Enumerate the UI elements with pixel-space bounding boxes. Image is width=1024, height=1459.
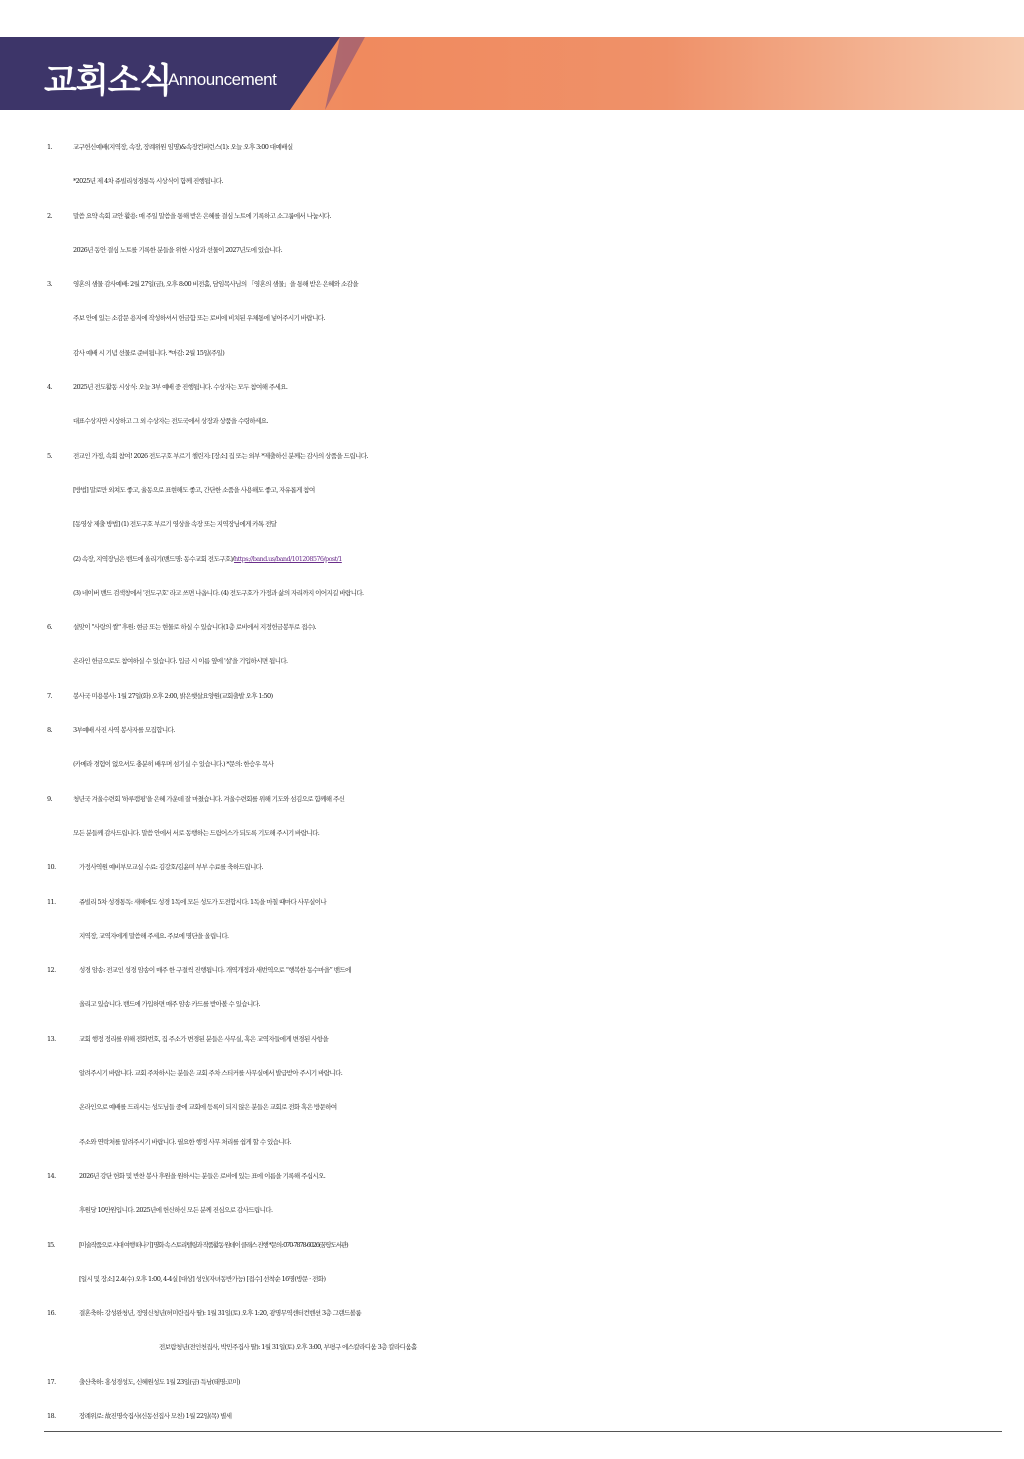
announcement-item-10 (0, 850, 1024, 884)
item-number: 7. (47, 691, 53, 700)
announcement-item-13 (0, 1022, 1024, 1159)
item-text: *2025년 제 4차 쥬빌리성경통독 시상식이 함께 진행됩니다. (73, 177, 223, 186)
item-text: (2) 속장, 지역장님은 밴드에 올리기(밴드명: 동수교회 전도구호)/ (73, 554, 235, 563)
item-text: 봉사국 미용봉사: 1월 27일(화) 오후 2:00, 밝은햇살요양원(교회출발 오후 1:50) (73, 691, 273, 700)
item-number: 11. (47, 897, 56, 906)
announcement-item-4 (0, 370, 1024, 439)
item-text: [일시 및 장소] 2.4(수) 오후 1:00, 4-4실 [대상] 성인(자녀동반가능) [접수] 선착순 16명(방문 · 전화) (79, 1274, 326, 1283)
item-number: 5. (47, 451, 53, 460)
announcement-item-8 (0, 713, 1024, 782)
item-text: [동영상 제출 방법] (1) 전도구호 부르기 영상을 속장 또는 지역장님에게 카톡 전달 (73, 520, 277, 529)
item-text: 온라인 헌금으로도 참여하실 수 있습니다. 입금 시 이름 옆에 '설'을 기입하시면 됩니다. (73, 657, 288, 666)
item-text: 대표수상자만 시상하고 그 외 수상자는 전도국에서 상장과 상품을 수령하세요. (73, 417, 268, 426)
announcement-item-3 (0, 267, 1024, 370)
announcement-item-12 (0, 953, 1024, 1022)
item-number: 4. (47, 383, 53, 392)
item-text: 온라인으로 예배를 드리시는 성도님들 중에 교회에 등록이 되지 않은 분들은 교회로 전화 혹은 방문하여 (79, 1103, 337, 1112)
header-banner (0, 37, 1024, 110)
band-link[interactable]: https://band.us/band/101208576/post/1 (234, 554, 342, 563)
announcement-item-15 (0, 1228, 1024, 1297)
bottom-divider (44, 1431, 1002, 1432)
item-text: 후원당 10만원입니다. 2025년에 헌신하신 모든 분께 진심으로 감사드립니다. (79, 1206, 273, 1215)
item-number: 8. (47, 726, 53, 735)
item-text: 청년국 겨울수련회 '하루캠핑'을 은혜 가운데 잘 마쳤습니다. 겨울수련회를 위해 기도와 섬김으로 함께해 주신 (73, 794, 345, 803)
announcement-item-2 (0, 199, 1024, 268)
item-text: 가정사역원 예비부모교실 수료: 김강호/김윤미 부부 수료를 축하드립니다. (79, 863, 263, 872)
announcement-item-9 (0, 782, 1024, 851)
announcement-item-1 (0, 130, 1024, 199)
item-text: (3) 네이버 밴드 검색창에서 '전도구호' 라고 쓰면 나옵니다. (4) 전도구호가 가정과 삶의 자리까지 이어지길 바랍니다. (73, 588, 364, 597)
item-text: 올리고 있습니다. 밴드에 가입하면 매주 암송 카드를 받아볼 수 있습니다. (79, 1000, 260, 1009)
item-text: 2026년 동안 결심 노트를 기록한 분들을 위한 시상과 선물이 2027년도에 있습니다. (73, 245, 283, 254)
item-number: 9. (47, 794, 53, 803)
item-number: 2. (47, 211, 53, 220)
item-text: 결혼축하: 강성완청년, 정영신청년(허미란집사 딸): 1월 31일(토) 오후 1:20, 광명무역센터컨벤션 3층 그랜드볼룸 (79, 1309, 362, 1318)
item-number: 15. (47, 1240, 55, 1249)
item-text: 교회 행정 정리를 위해 전화번호, 집 주소가 변경된 분들은 사무실, 혹은 교역자들에게 변경된 사항을 (79, 1034, 329, 1043)
announcement-item-5 (0, 439, 1024, 610)
item-text: 2025년 전도활동 시상식: 오늘 3부 예배 중 진행됩니다. 수상자는 모두 참여해 주세요. (73, 383, 288, 392)
item-text: 지역장, 교역자에게 말씀해 주세요. 주보에 명단을 올립니다. (79, 931, 229, 940)
announcement-item-11 (0, 885, 1024, 954)
item-text: 주보 안에 있는 소감문 용지에 작성하셔서 헌금함 또는 로비에 비치된 우체통에 넣어주시기 바랍니다. (73, 314, 325, 323)
item-text: 알려주시기 바랍니다. 교회 주차하시는 분들은 교회 주차 스티커를 사무실에서 발급받아 주시기 바랍니다. (79, 1069, 343, 1078)
announcement-item-16 (0, 1296, 1024, 1365)
item-text: 설맞이 "사랑의 쌀" 후원: 현금 또는 현물로 하실 수 있습니다(1층 로비에서 지정헌금봉투로 접수). (73, 623, 316, 632)
item-text: 주소와 연락처를 알려주시기 바랍니다. 필요한 행정 사무 처리를 쉽게 할 수 있습니다. (79, 1137, 292, 1146)
item-number: 1. (47, 143, 53, 151)
announcement-list (0, 130, 1024, 1433)
item-number: 12. (47, 966, 56, 975)
item-number: 18. (47, 1411, 56, 1420)
item-text: 말씀 요약 속회 교안 활용: 매 주일 말씀을 통해 받은 은혜를 결심 노트에 기록하고 소그룹에서 나눕시다. (73, 211, 331, 220)
item-number: 16. (47, 1309, 56, 1318)
item-number: 13. (47, 1034, 56, 1043)
item-text: 전보람청년(전인천집사, 박민주집사 딸): 1월 31일(토) 오후 3:00, 부평구 에스칼라디움 3층 칼라디움홀 (159, 1343, 417, 1352)
item-text: 출산축하: 홍성경성도, 신혜원성도 1월 23일(금) 득남(태명:꼬미) (79, 1377, 240, 1386)
item-text: 감사 예배 시 기념 선물로 준비됩니다. *마감: 2월 15일(주일) (73, 348, 225, 357)
item-text: [방법] 말로만 외쳐도 좋고, 율동으로 표현해도 좋고, 간단한 소품을 사용해도 좋고, 자유롭게 참여 (73, 485, 315, 494)
item-number: 10. (47, 863, 56, 872)
item-text: (카메라 경험이 없으셔도 충분히 배우며 섬기실 수 있습니다.) *문의: 한승우 목사 (73, 760, 274, 769)
announcement-item-17 (0, 1365, 1024, 1399)
item-text: [미술작품으로 시대 여행 떠나기] 명화 속 스토리텔링과 작품활동 원데이 클래스 진행 *문의: 070-7878-6026(꿈땅도서관) (79, 1240, 348, 1249)
announcement-item-7 (0, 679, 1024, 713)
item-text: 장례위로: 故진명숙집사(신동선집사 모친) 1월 22일(목) 별세 (79, 1411, 232, 1420)
item-text: 3부예배 사진 사역 봉사자를 모집합니다. (73, 726, 175, 735)
item-number: 6. (47, 623, 53, 632)
item-number: 3. (47, 280, 53, 289)
page-title: 교회소식 (44, 61, 172, 101)
item-number: 14. (47, 1171, 56, 1180)
announcement-item-6 (0, 610, 1024, 679)
item-text: 2026년 강단 헌화 및 반찬 봉사 후원을 원하시는 분들은 로비에 있는 표에 이름을 기록해 주십시오. (79, 1171, 326, 1180)
item-text: 모든 분들께 감사드립니다. 말씀 안에서 서로 동행하는 드림어스가 되도록 기도해 주시기 바랍니다. (73, 828, 320, 837)
item-text: 전교인 가정, 속회 참여! 2026 전도구호 부르기 챌린지: [장소] 집 또는 외부 *제출하신 분께는 감사의 상품을 드립니다. (73, 451, 368, 460)
item-text: 성경 암송: 전교인 성경 암송이 매주 한 구절씩 진행됩니다. 개역개정과 새번역으로 “행복한 동수마을” 밴드에 (79, 966, 351, 975)
page-subtitle: Announcement (168, 70, 277, 89)
item-text: 교구헌신예배(지역장, 속장, 장례위원 임명)&속장컨퍼런스(1): 오늘 오후 3:00 대예배실 (73, 143, 293, 151)
announcement-item-14 (0, 1159, 1024, 1228)
item-number: 17. (47, 1377, 56, 1386)
announcement-item-18 (0, 1399, 1024, 1433)
item-text: 영혼의 샘물 감사예배: 2월 27일(금), 오후 8:00 비전홀, 담임목사님의 「영혼의 샘물」을 통해 받은 은혜와 소감을 (73, 280, 359, 289)
item-text: 쥬빌리 5차 성경통독: 새해에도 성경 1독에 모든 성도가 도전합시다. 1독을 마칠 때마다 사무실이나 (79, 897, 327, 906)
